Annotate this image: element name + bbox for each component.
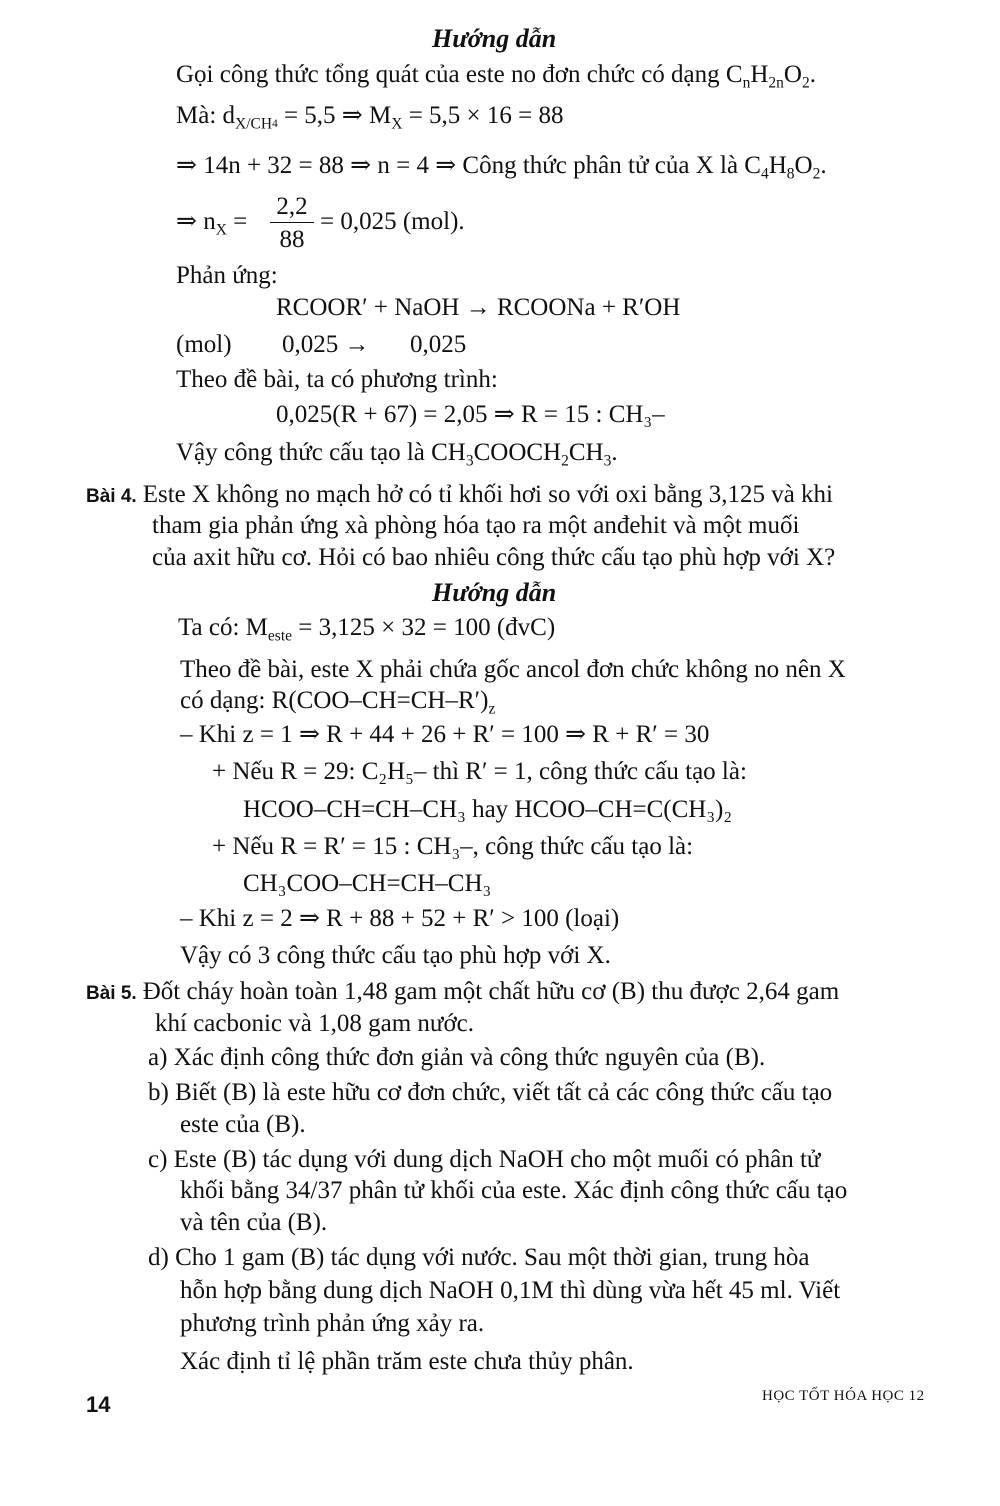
text-line: khối bằng 34/37 phân tử khối của este. Xác định công thức cấu tạo	[180, 1177, 848, 1204]
reaction-equation: RCOOR′ + NaOH → RCOONa + R′OH	[276, 294, 681, 321]
exercise-5-line: Bài 5. Đốt cháy hoàn toàn 1,48 gam một chất hữu cơ (B) thu được 2,64 gam	[86, 978, 840, 1005]
text-line: 0,025	[410, 331, 467, 358]
text-line: phương trình phản ứng xảy ra.	[180, 1310, 485, 1337]
equation: 0,025(R + 67) = 2,05 ⇒ R = 15 : CH₃–	[276, 401, 665, 428]
question-d: d) Cho 1 gam (B) tác dụng với nước. Sau một thời gian, trung hòa	[148, 1244, 810, 1271]
text-line: Theo đề bài, ta có phương trình:	[176, 366, 498, 393]
question-a: a) Xác định công thức đơn giản và công thức nguyên của (B).	[148, 1044, 766, 1071]
text-line: Xác định tỉ lệ phần trăm este chưa thủy phân.	[180, 1348, 634, 1375]
text-line: – Khi z = 1 ⇒ R + 44 + 26 + R′ = 100 ⇒ R + R′ = 30	[180, 721, 710, 748]
book-title: HỌC TỐT HÓA HỌC 12	[762, 1388, 925, 1404]
text-line: hỗn hợp bằng dung dịch NaOH 0,1M thì dùng vừa hết 45 ml. Viết	[180, 1277, 841, 1304]
section-heading: Hướng dẫn	[432, 24, 557, 53]
text-line: este của (B).	[180, 1111, 306, 1138]
exercise-4-line: Bài 4. Este X không no mạch hở có tỉ khối hơi so với oxi bằng 3,125 và khi	[86, 481, 833, 508]
text-line: ⇒ 14n + 32 = 88 ⇒ n = 4 ⇒ Công thức phân tử của X là $C_4H_8O_2$.	[176, 152, 827, 183]
text-line: + Nếu R = 29: C₂H₅– thì R′ = 1, công thức cấu tạo là:	[212, 758, 747, 785]
text-line: tham gia phản ứng xà phòng hóa tạo ra một anđehit và một muối	[152, 512, 800, 539]
text-line: ⇒ $n_X$ =	[176, 208, 248, 239]
text-line: Vậy công thức cấu tạo là $CH_3COOCH_2CH_3$.	[176, 439, 618, 470]
text-line: có dạng: $R(COO-CH=CH-R')_z$	[180, 687, 496, 718]
text-line: + Nếu R = R′ = 15 : CH₃–, công thức cấu tạo là:	[212, 833, 694, 860]
question-b: b) Biết (B) là este hữu cơ đơn chức, viết tất cả các công thức cấu tạo	[148, 1079, 833, 1106]
section-heading: Hướng dẫn	[432, 578, 557, 607]
question-c: c) Este (B) tác dụng với dung dịch NaOH cho một muối có phân tử	[148, 1146, 821, 1173]
text-line: và tên của (B).	[180, 1209, 328, 1236]
fraction-numerator: 2,2	[276, 193, 308, 220]
text-line: của axit hữu cơ. Hỏi có bao nhiêu công thức cấu tạo phù hợp với X?	[152, 544, 836, 571]
text-line: Gọi công thức tổng quát của este no đơn chức có dạng $C_nH_{2n}O_2$.	[176, 61, 816, 92]
text-line: = 0,025 (mol).	[320, 208, 465, 235]
formula-line: HCOO–CH=CH–CH₃ hay HCOO–CH=C(CH₃)₂	[243, 796, 733, 823]
text-line: – Khi z = 2 ⇒ R + 88 + 52 + R′ > 100 (loại)	[180, 905, 620, 932]
text-line: Vậy có 3 công thức cấu tạo phù hợp với X.	[180, 942, 611, 969]
text-line: Theo đề bài, este X phải chứa gốc ancol đơn chức không no nên X	[180, 656, 846, 683]
exercise-4-label: Bài 4.	[86, 486, 137, 507]
fraction-bar	[270, 222, 314, 223]
text-line: khí cacbonic và 1,08 gam nước.	[155, 1010, 475, 1037]
text-line: Mà: $d_{X/CH4} = 5,5$ ⇒ $M_X = 5,5 \times 16 = 88$	[176, 102, 564, 133]
formula-line: CH₃COO–CH=CH–CH₃	[243, 870, 492, 897]
text-line: (mol)	[176, 331, 232, 358]
text-line: Phản ứng:	[176, 262, 278, 289]
fraction-denominator: 88	[279, 226, 305, 253]
page-number: 14	[86, 1392, 111, 1417]
text-line: 0,025 →	[282, 331, 370, 358]
text-line: Ta có: $M_{este} = 3,125 \times 32 = 100$ (đvC)	[178, 614, 556, 645]
exercise-5-label: Bài 5.	[86, 983, 137, 1004]
